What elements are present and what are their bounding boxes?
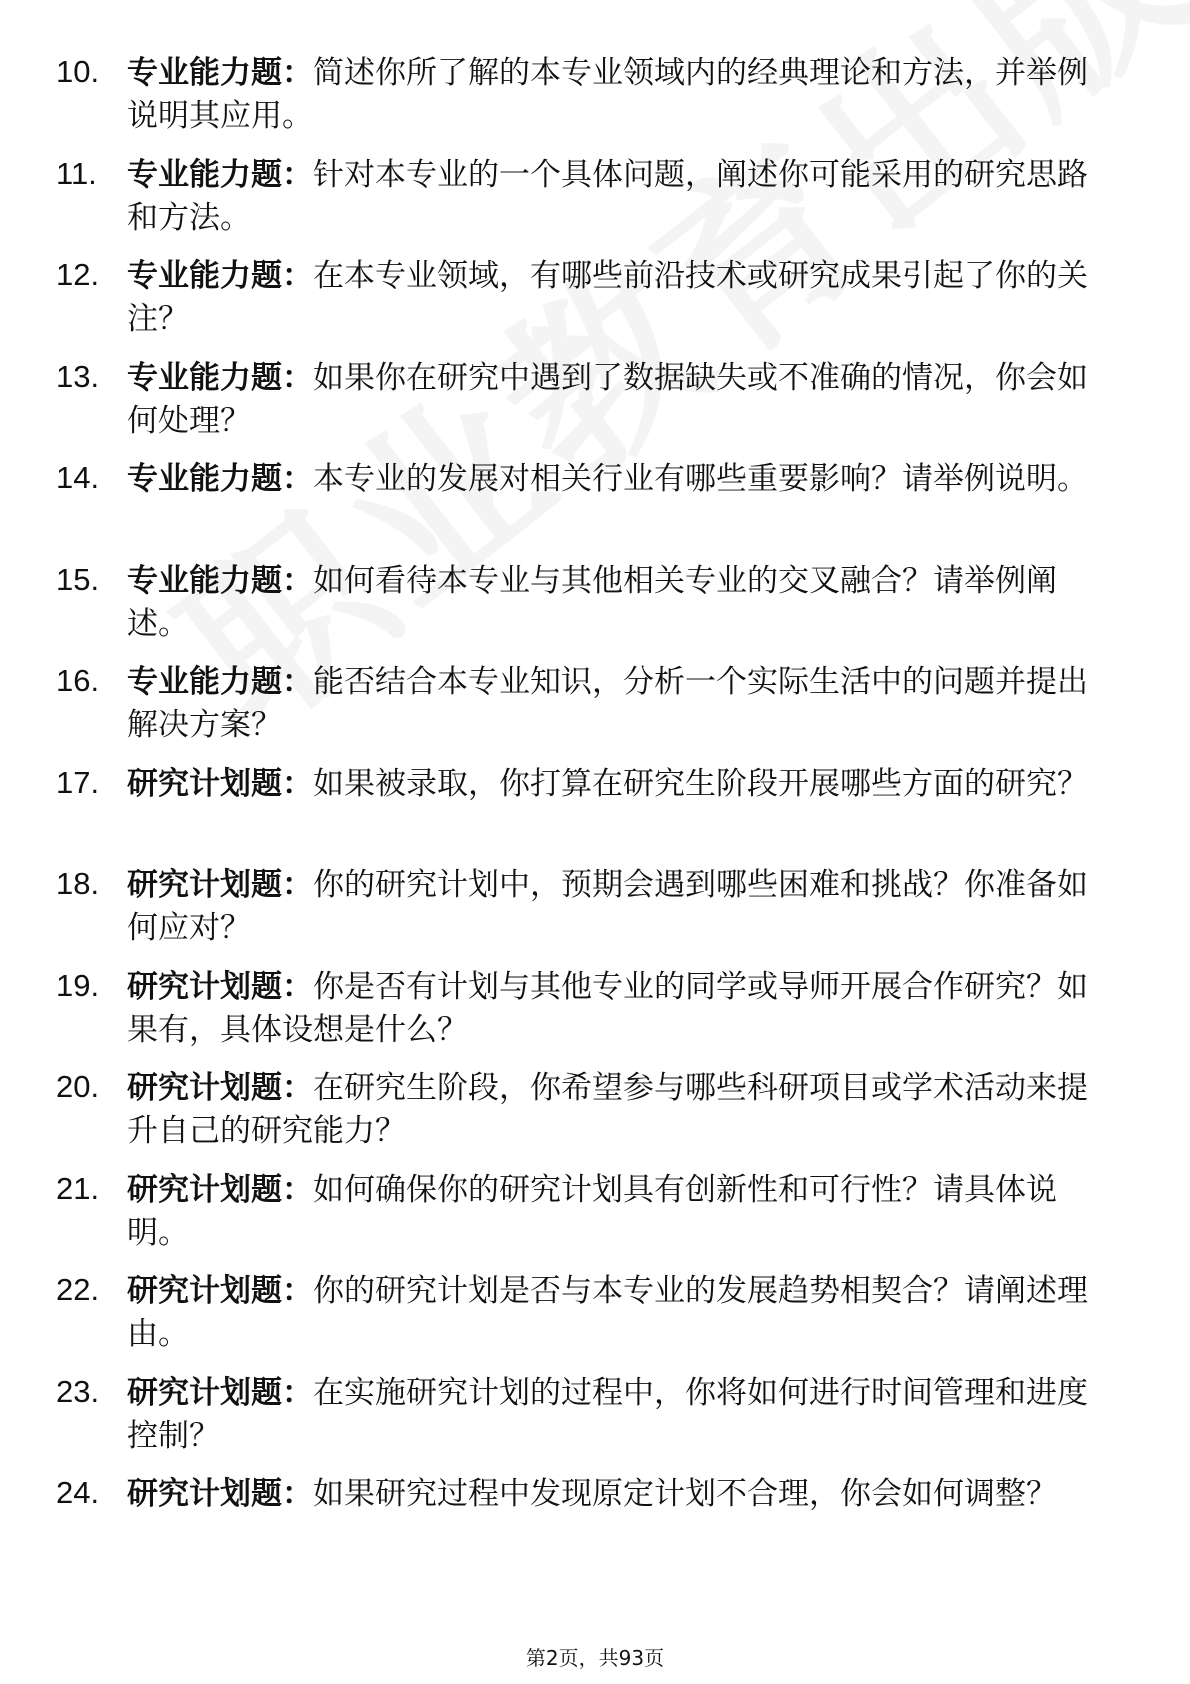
question-body: 如果被录取，你打算在研究生阶段开展哪些方面的研究？ xyxy=(313,765,1088,802)
question-number: 21. xyxy=(56,1170,100,1206)
list-item xyxy=(0,1469,1190,1571)
question-category: 研究计划题： xyxy=(127,1273,313,1309)
question-body: 在本专业领域，有哪些前沿技术或研究成果引起了你的关注？ xyxy=(127,258,1088,337)
question-category: 专业能力题： xyxy=(127,156,313,193)
question-text xyxy=(127,154,1112,240)
question-list xyxy=(0,48,1190,1571)
list-item xyxy=(0,1266,1190,1368)
list-item xyxy=(0,48,1190,150)
question-text xyxy=(127,1169,1112,1255)
question-category: 专业能力题： xyxy=(127,664,313,700)
question-text xyxy=(127,1270,1112,1356)
question-text xyxy=(127,661,1112,747)
list-item xyxy=(0,556,1190,658)
question-number: 15. xyxy=(56,561,100,597)
question-number: 11. xyxy=(56,155,97,191)
list-item xyxy=(0,353,1190,455)
question-body: 你的研究计划是否与本专业的发展趋势相契合？请阐述理由。 xyxy=(127,1273,1088,1352)
question-body: 如何确保你的研究计划具有创新性和可行性？请具体说明。 xyxy=(127,1171,1057,1251)
question-body: 针对本专业的一个具体问题，阐述你可能采用的研究思路和方法。 xyxy=(127,156,1088,236)
question-body: 在实施研究计划的过程中，你将如何进行时间管理和进度控制？ xyxy=(127,1374,1088,1454)
question-category: 研究计划题： xyxy=(127,1070,313,1106)
question-number: 23. xyxy=(56,1373,100,1409)
question-text xyxy=(127,560,1112,646)
question-number: 14. xyxy=(56,460,100,495)
list-item xyxy=(0,962,1190,1064)
list-item xyxy=(0,1063,1190,1165)
question-number: 24. xyxy=(56,1475,100,1510)
question-category: 研究计划题： xyxy=(127,968,313,1005)
list-item xyxy=(0,1368,1190,1470)
question-text xyxy=(127,1372,1112,1458)
question-number: 22. xyxy=(56,1272,100,1307)
question-body: 如果你在研究中遇到了数据缺失或不准确的情况，你会如何处理？ xyxy=(127,359,1088,439)
question-body: 你的研究计划中，预期会遇到哪些困难和挑战？你准备如何应对？ xyxy=(127,867,1088,946)
question-category: 研究计划题： xyxy=(127,867,313,903)
question-body: 如果研究过程中发现原定计划不合理，你会如何调整？ xyxy=(313,1476,1057,1512)
question-number: 16. xyxy=(56,663,100,698)
list-item xyxy=(0,150,1190,252)
question-text xyxy=(127,52,1112,138)
question-category: 专业能力题： xyxy=(127,55,313,91)
question-text xyxy=(127,1067,1112,1153)
question-body: 如何看待本专业与其他相关专业的交叉融合？请举例阐述。 xyxy=(127,562,1057,642)
list-item xyxy=(0,860,1190,962)
question-text xyxy=(127,966,1112,1052)
question-category: 研究计划题： xyxy=(127,765,313,802)
question-number: 13. xyxy=(56,358,100,394)
question-body: 能否结合本专业知识，分析一个实际生活中的问题并提出解决方案？ xyxy=(127,664,1088,743)
question-category: 专业能力题： xyxy=(127,461,313,497)
list-item xyxy=(0,251,1190,353)
question-body: 在研究生阶段，你希望参与哪些科研项目或学术活动来提升自己的研究能力？ xyxy=(127,1070,1088,1149)
question-category: 专业能力题： xyxy=(127,359,313,396)
list-item xyxy=(0,759,1190,861)
list-item xyxy=(0,454,1190,556)
question-text xyxy=(127,1473,1112,1516)
question-number: 20. xyxy=(56,1069,100,1104)
question-number: 12. xyxy=(56,257,100,292)
question-number: 17. xyxy=(56,764,100,800)
question-text xyxy=(127,458,1112,501)
question-category: 研究计划题： xyxy=(127,1476,313,1512)
question-text xyxy=(127,763,1112,806)
question-body: 简述你所了解的本专业领域内的经典理论和方法，并举例说明其应用。 xyxy=(127,55,1088,134)
question-body: 你是否有计划与其他专业的同学或导师开展合作研究？如果有，具体设想是什么？ xyxy=(127,968,1088,1048)
list-item xyxy=(0,1165,1190,1267)
question-category: 研究计划题： xyxy=(127,1171,313,1208)
question-text xyxy=(127,864,1112,950)
question-category: 研究计划题： xyxy=(127,1374,313,1411)
question-number: 19. xyxy=(56,967,100,1003)
question-number: 10. xyxy=(56,54,100,89)
question-category: 专业能力题： xyxy=(127,258,313,294)
question-body: 本专业的发展对相关行业有哪些重要影响？请举例说明。 xyxy=(313,461,1088,497)
question-category: 专业能力题： xyxy=(127,562,313,599)
question-text xyxy=(127,255,1112,341)
question-text xyxy=(127,357,1112,443)
question-number: 18. xyxy=(56,866,100,901)
page-footer: 第2页，共93页 xyxy=(525,1646,665,1670)
list-item xyxy=(0,657,1190,759)
